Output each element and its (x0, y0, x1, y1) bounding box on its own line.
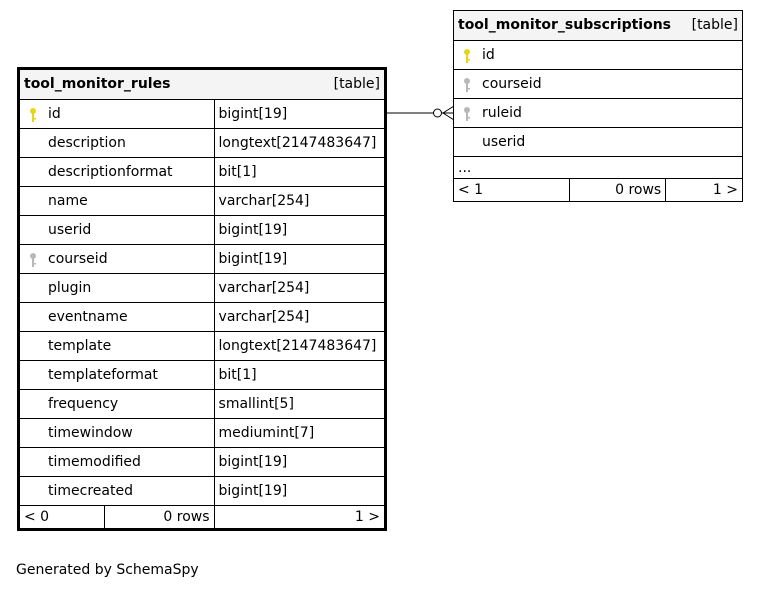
column-name: descriptionformat (19, 158, 215, 187)
children-count: 1 > (214, 506, 385, 530)
table-row[interactable] (19, 158, 386, 187)
column-name: timecreated (19, 477, 215, 506)
table-row[interactable] (19, 216, 386, 245)
table-row[interactable] (454, 70, 743, 99)
more-columns-row (454, 157, 743, 179)
table-row[interactable] (454, 41, 743, 70)
ellipsis: ... (454, 157, 743, 179)
column-name: userid (19, 216, 215, 245)
parents-count: < 0 (19, 506, 105, 530)
table-name: tool_monitor_subscriptions (458, 17, 672, 33)
primary-key-icon (462, 48, 472, 64)
rules-table[interactable] (17, 67, 387, 531)
table-footer (19, 506, 386, 530)
column-name: courseid (19, 245, 215, 274)
column-name: courseid (454, 70, 743, 99)
primary-key-icon (28, 107, 38, 123)
column-name: eventname (19, 303, 215, 332)
column-type: bit[1] (214, 361, 385, 390)
column-name: id (454, 41, 743, 70)
table-row[interactable] (19, 129, 386, 158)
table-type-tag: [table] (691, 17, 738, 33)
table-header (454, 11, 743, 41)
column-type: bigint[19] (214, 448, 385, 477)
row-count: 0 rows (105, 506, 214, 530)
table-footer (454, 179, 743, 202)
column-type: longtext[2147483647] (214, 332, 385, 361)
column-name: name (19, 187, 215, 216)
column-type: longtext[2147483647] (214, 129, 385, 158)
children-count: 1 > (666, 179, 743, 202)
column-type: bigint[19] (214, 216, 385, 245)
column-type: bigint[19] (214, 245, 385, 274)
table-row[interactable] (19, 477, 386, 506)
column-type: bigint[19] (214, 100, 385, 129)
column-name: timewindow (19, 419, 215, 448)
column-type: varchar[254] (214, 303, 385, 332)
column-type: bit[1] (214, 158, 385, 187)
table-row[interactable] (19, 332, 386, 361)
table-type-tag: [table] (333, 76, 380, 92)
column-name: template (19, 332, 215, 361)
column-type: varchar[254] (214, 187, 385, 216)
table-row[interactable] (19, 187, 386, 216)
foreign-key-icon (462, 77, 472, 93)
table-row[interactable] (19, 419, 386, 448)
table-row[interactable] (454, 128, 743, 157)
row-count: 0 rows (569, 179, 666, 202)
column-name: userid (454, 128, 743, 157)
generated-by-label: Generated by SchemaSpy (16, 562, 199, 578)
table-row[interactable] (19, 390, 386, 419)
column-name: ruleid (454, 99, 743, 128)
column-name: id (19, 100, 215, 129)
table-header (19, 69, 386, 100)
column-name: frequency (19, 390, 215, 419)
foreign-key-icon (28, 252, 38, 268)
table-row[interactable] (454, 99, 743, 128)
table-row[interactable] (19, 448, 386, 477)
table-row[interactable] (19, 274, 386, 303)
table-name: tool_monitor_rules (24, 76, 171, 92)
column-name: templateformat (19, 361, 215, 390)
table-row[interactable] (19, 245, 386, 274)
column-name: timemodified (19, 448, 215, 477)
column-name: plugin (19, 274, 215, 303)
parents-count: < 1 (454, 179, 570, 202)
table-row[interactable] (19, 303, 386, 332)
table-row[interactable] (19, 100, 386, 129)
column-name: description (19, 129, 215, 158)
column-type: mediumint[7] (214, 419, 385, 448)
column-type: smallint[5] (214, 390, 385, 419)
column-type: bigint[19] (214, 477, 385, 506)
column-type: varchar[254] (214, 274, 385, 303)
table-row[interactable] (19, 361, 386, 390)
subscriptions-table[interactable] (453, 10, 743, 202)
foreign-key-icon (462, 106, 472, 122)
